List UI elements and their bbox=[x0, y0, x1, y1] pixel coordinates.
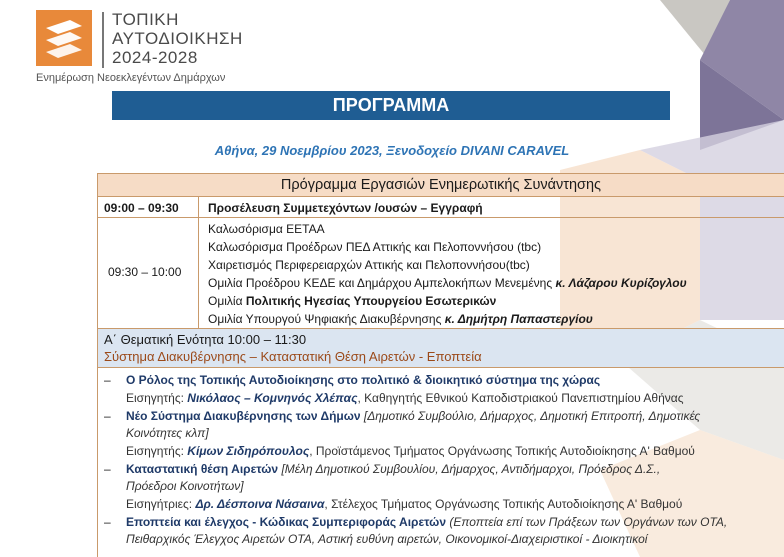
opening-item: Ομιλία Πολιτικής Ηγεσίας Υπουργείου Εσωτερικών bbox=[208, 294, 497, 308]
date-place: Αθήνα, 29 Νοεμβρίου 2023, Ξενοδοχείο DIVANI CARAVEL bbox=[214, 143, 570, 158]
logo-divider bbox=[102, 12, 104, 68]
program-heading: Πρόγραμμα Εργασιών Ενημερωτικής Συνάντησης bbox=[98, 174, 784, 197]
logo bbox=[36, 10, 286, 88]
topic-speaker: Εισηγητής: Κίμων Σιδηρόπουλος, Προϊστάμενος Τμήματος Οργάνωσης Τοπικής Αυτοδιοίκησης Α' Βαθμού bbox=[126, 444, 695, 458]
logo-subtitle: Ενημέρωση Νεοεκλεγέντων Δημάρχων bbox=[36, 72, 226, 84]
speaker-name: κ. Δημήτρη Παπαστεργίου bbox=[444, 312, 593, 326]
arrival-label: Προσέλευση Συμμετεχόντων /ουσών – Εγγραφή bbox=[208, 201, 483, 215]
opening-item: Καλωσόρισμα Προέδρων ΠΕΔ Αττικής και Πελοποννήσου (tbc) bbox=[208, 240, 542, 254]
logo-title-line-1: ΤΟΠΙΚΗ bbox=[112, 10, 179, 29]
session-title: Α΄ Θεματική Ενότητα 10:00 – 11:30 bbox=[104, 332, 307, 347]
topic-item: – Νέο Σύστημα Διακυβέρνησης των Δήμων [Δημοτικό Συμβούλιο, Δήμαρχος, Δημοτική Επιτροπή, Δημοτικές bbox=[104, 409, 701, 423]
column-divider bbox=[198, 197, 199, 217]
opening-item: Καλωσόρισμα ΕΕΤΑΑ bbox=[208, 222, 325, 236]
opening-items bbox=[208, 220, 687, 328]
topic-description: Πειθαρχικός Έλεγχος Αιρετών ΟΤΑ, Αστική ευθύνη αιρετών, Οικονομικοί-Διαχειριστικοί - Διοικητικοί bbox=[126, 532, 648, 546]
opening-time: 09:30 – 10:00 bbox=[108, 265, 182, 279]
topic-description: Πρόεδροι Κοινοτήτων] bbox=[126, 479, 244, 493]
logo-title-line-3: 2024-2028 bbox=[112, 48, 198, 67]
logo-mark-icon bbox=[36, 10, 92, 66]
logo-title-line-2: ΑΥΤΟΔΙΟΙΚΗΣΗ bbox=[112, 29, 243, 48]
opening-row bbox=[98, 218, 784, 329]
program-table bbox=[97, 173, 784, 557]
opening-item: Ομιλία Προέδρου ΚΕΔΕ και Δημάρχου Αμπελοκήπων Μενεμένης κ. Λάζαρου Κυρίζογλου bbox=[208, 276, 687, 290]
topic-item: – Καταστατική θέση Αιρετών [Μέλη Δημοτικού Συμβουλίου, Δήμαρχος, Αντιδήμαρχοι, Πρόεδρος Δ.Σ., bbox=[104, 462, 661, 476]
opening-item: Χαιρετισμός Περιφερειαρχών Αττικής και Πελοποννήσου(tbc) bbox=[208, 258, 530, 272]
speaker-name: Πολιτικής Ηγεσίας Υπουργείου Εσωτερικών bbox=[245, 294, 497, 308]
arrival-time: 09:00 – 09:30 bbox=[104, 201, 179, 215]
column-divider bbox=[198, 218, 199, 328]
topic-speaker: Εισηγήτριες: Δρ. Δέσποινα Νάσαινα, Στέλεχος Τμήματος Οργάνωσης Τοπικής Αυτοδιοίκησης Α' Βαθμού bbox=[126, 497, 683, 511]
speaker-name: κ. Λάζαρου Κυρίζογλου bbox=[555, 276, 687, 290]
session-subtitle: Σύστημα Διακυβέρνησης – Καταστατική Θέση Αιρετών - Εποπτεία bbox=[104, 349, 482, 364]
opening-item: Ομιλία Υπουργού Ψηφιακής Διακυβέρνησης κ. Δημήτρη Παπαστεργίου bbox=[208, 312, 593, 326]
topic-description: Κοινότητες κλπ] bbox=[126, 426, 209, 440]
arrival-row bbox=[98, 197, 784, 218]
topic-item: – Ο Ρόλος της Τοπικής Αυτοδιοίκησης στο πολιτικό & διοικητικό σύστημα της χώρας bbox=[104, 373, 601, 387]
topic-item: – Εποπτεία και έλεγχος - Κώδικας Συμπεριφοράς Αιρετών (Εποπτεία επί των Πράξεων των Οργάνων των ΟΤΑ, bbox=[104, 515, 728, 529]
program-banner: ΠΡΟΓΡΑΜΜΑ bbox=[112, 91, 670, 120]
session-header bbox=[98, 329, 784, 368]
topic-speaker: Εισηγητής: Νικόλαος – Κομνηνός Χλέπας, Καθηγητής Εθνικού Καποδιστριακού Πανεπιστημίου Αθήνας bbox=[126, 391, 684, 405]
